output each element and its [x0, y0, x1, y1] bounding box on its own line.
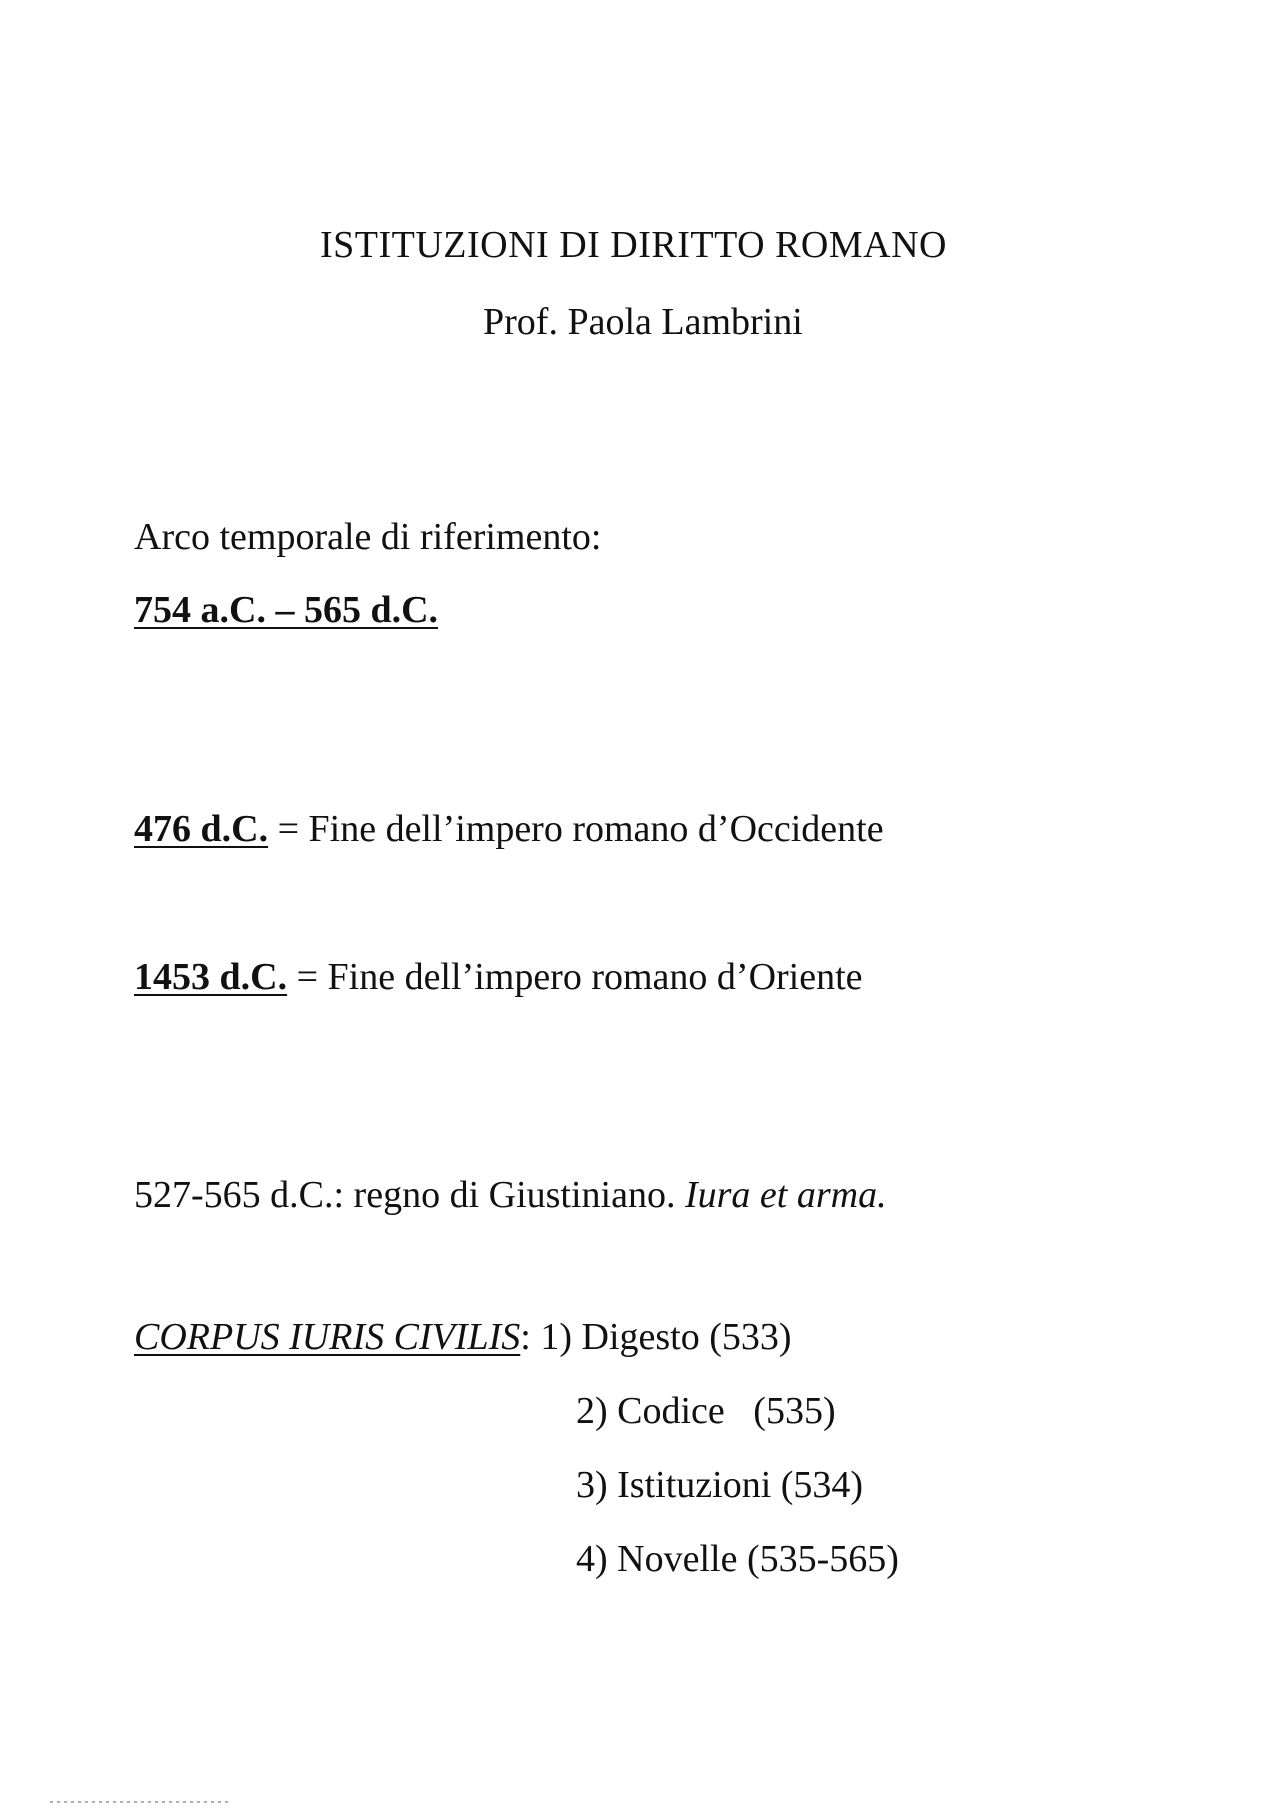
timeframe-range: 754 a.C. – 565 d.C. — [134, 589, 439, 631]
justinian-reign — [134, 1176, 887, 1214]
document-author: Prof. Paola Lambrini — [483, 301, 803, 343]
corpus-part-1: 1) Digesto (533) — [540, 1316, 792, 1358]
corpus-title: CORPUS IURIS CIVILIS — [134, 1316, 521, 1358]
scan-artifact — [50, 1801, 230, 1803]
corpus-part-4: 4) Novelle (535-565) — [576, 1538, 899, 1580]
timeframe-label: Arco temporale di riferimento: — [134, 516, 602, 558]
event-description: = Fine dell’impero romano d’Oriente — [287, 956, 863, 998]
reign-text: 527-565 d.C.: regno di Giustiniano. — [134, 1174, 685, 1216]
document-title: ISTITUZIONI DI DIRITTO ROMANO — [320, 224, 947, 266]
event-date: 1453 d.C. — [134, 956, 288, 998]
event-east-fall — [134, 958, 863, 996]
corpus-separator: : — [520, 1316, 541, 1358]
corpus-part-3: 3) Istituzioni (534) — [576, 1464, 864, 1506]
reign-motto: Iura et arma. — [684, 1174, 887, 1216]
event-description: = Fine dell’impero romano d’Occidente — [268, 808, 884, 850]
event-west-fall — [134, 810, 884, 848]
corpus-heading — [134, 1318, 792, 1356]
corpus-part-2: 2) Codice (535) — [576, 1390, 836, 1432]
event-date: 476 d.C. — [134, 808, 269, 850]
